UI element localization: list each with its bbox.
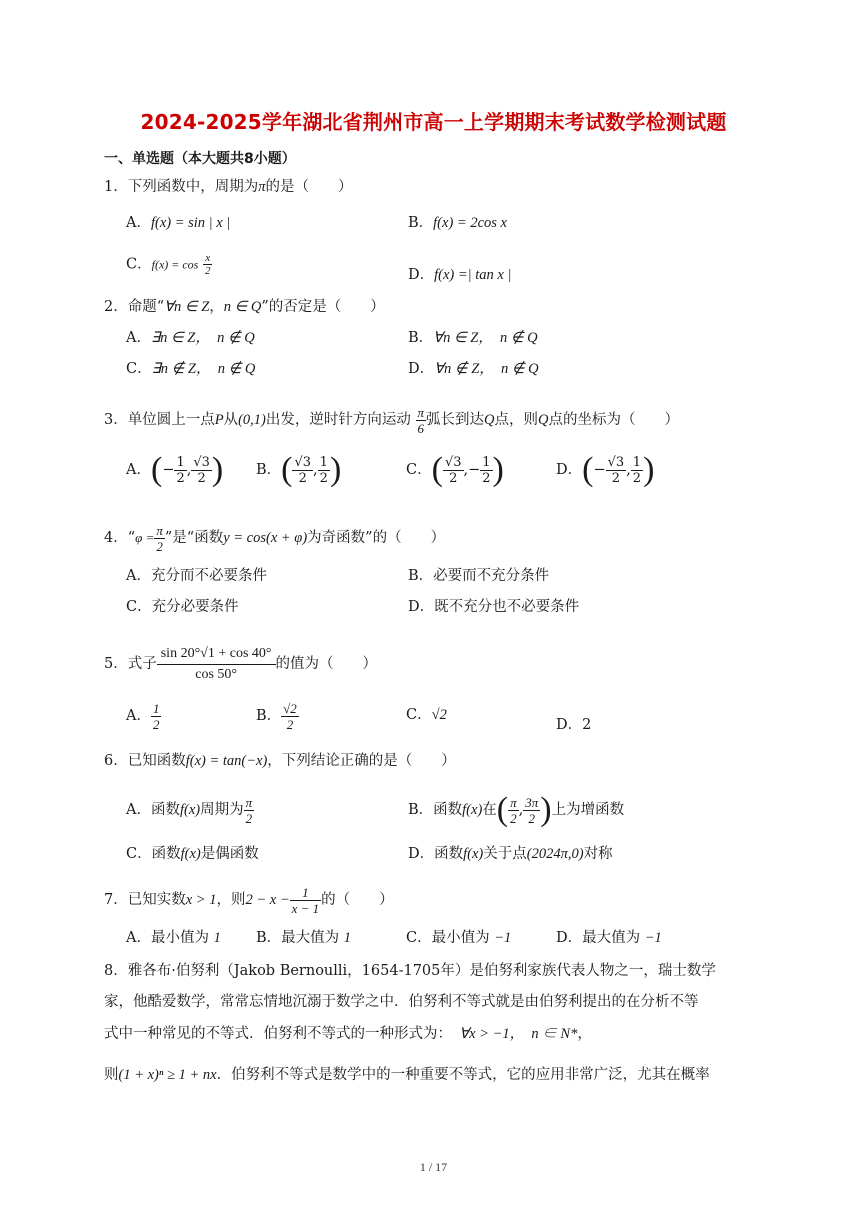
question-8-line-1: 8．雅各布·伯努利（Jakob Bernoulli，1654-1705年）是伯努利家族代表人物之一，瑞士数学: [104, 963, 716, 979]
q3-option-d: D．(− $\frac{√3}{2}$ , $\frac{1}{2}$ ): [556, 451, 655, 488]
q7-option-a: A．最小值为 1: [126, 930, 221, 946]
question-3-stem: 3．单位圆上一点P从(0,1)出发，逆时针方向运动 $\frac{\pi}{6}$ 弧长到达Q点，则Q点的坐标为（ ）: [104, 404, 679, 436]
q3-option-a: A．(− $\frac{1}{2}$ , $\frac{√3}{2}$ ): [126, 451, 224, 488]
question-8-line-3: 式中一种常见的不等式．伯努利不等式的一种形式为： ∀x > −1， n ∈ N*，: [104, 1026, 592, 1042]
q2-option-b: B．∀n ∈ Z， n ∉ Q: [408, 330, 538, 346]
q1-option-b: B．f(x) = 2cos x: [408, 215, 507, 231]
q4-option-b: B．必要而不充分条件: [408, 568, 550, 584]
q1-option-c: C．f(x) = cos $\frac{x}{2}$: [126, 252, 211, 277]
question-6-stem: 6．已知函数f(x) = tan(−x)，下列结论正确的是（ ）: [104, 753, 456, 769]
q5-option-d: D．2: [556, 717, 592, 733]
q3-option-c: C．( $\frac{√3}{2}$ ,− $\frac{1}{2}$ ): [406, 451, 504, 488]
q4-option-a: A．充分而不必要条件: [126, 568, 267, 584]
q7-option-b: B．最大值为 1: [256, 930, 352, 946]
q7-option-c: C．最小值为 −1: [406, 930, 512, 946]
q5-option-b: B． $\frac{√2}{2}$: [256, 700, 297, 732]
q6-option-a: A．函数f(x)周期为 $\frac{\pi}{2}$: [126, 794, 253, 826]
q1-option-a: A．f(x) = sin | x |: [126, 215, 231, 231]
q3-option-b: B．( $\frac{√3}{2}$ , $\frac{1}{2}$ ): [256, 451, 342, 488]
q2-option-d: D．∀n ∉ Z， n ∉ Q: [408, 361, 539, 377]
q6-option-b: B．函数f(x)在( $\frac{\pi}{2}$ , $\frac{3\pi}{2}$ )上为增函数: [408, 791, 625, 828]
section-heading: 一、单选题（本大题共8小题）: [104, 151, 296, 167]
question-4-stem: 4．“φ = $\frac{\pi}{2}$ ”是“函数y = cos(x + φ)为奇函数”的（ ）: [104, 522, 446, 554]
question-5-stem: 5．式子 $\frac{\sin 20^\circ√1 + \cos 40^\circ}{\cos 50^\circ}$ 的值为（ ）: [104, 645, 378, 682]
q4-option-d: D．既不充分也不必要条件: [408, 599, 580, 615]
page-number: 1 / 17: [419, 1160, 448, 1174]
q4-option-c: C．充分必要条件: [126, 599, 239, 615]
question-8-line-2: 家，他酷爱数学，常常忘情地沉溺于数学之中．伯努利不等式就是由伯努利提出的在分析不等: [104, 994, 699, 1010]
question-2-stem: 2．命题“∀n ∈ Z，n ∈ Q”的否定是（ ）: [104, 299, 385, 315]
q2-option-a: A．∃n ∈ Z， n ∉ Q: [126, 330, 255, 346]
q1-option-d: D．f(x) =| tan x |: [408, 267, 512, 283]
q5-option-c: C．√2: [406, 707, 447, 723]
document-title: 2024-2025学年湖北省荆州市高一上学期期末考试数学检测试题: [140, 110, 727, 134]
q7-option-d: D．最大值为 −1: [556, 930, 662, 946]
q6-option-d: D．函数f(x)关于点(2024π,0)对称: [408, 846, 613, 862]
q6-option-c: C．函数f(x)是偶函数: [126, 846, 259, 862]
question-7-stem: 7．已知实数x > 1，则2 − x − $\frac{1}{x - 1}$ 的（ ）: [104, 884, 394, 916]
q2-option-c: C．∃n ∉ Z， n ∉ Q: [126, 361, 256, 377]
question-8-line-4: 则(1 + x)ⁿ ≥ 1 + nx．伯努利不等式是数学中的一种重要不等式，它的应用非常广泛，尤其在概率: [104, 1067, 710, 1083]
question-1-stem: 1．下列函数中，周期为π的是（ ）: [104, 179, 353, 195]
q5-option-a: A． $\frac{1}{2}$: [126, 700, 160, 732]
